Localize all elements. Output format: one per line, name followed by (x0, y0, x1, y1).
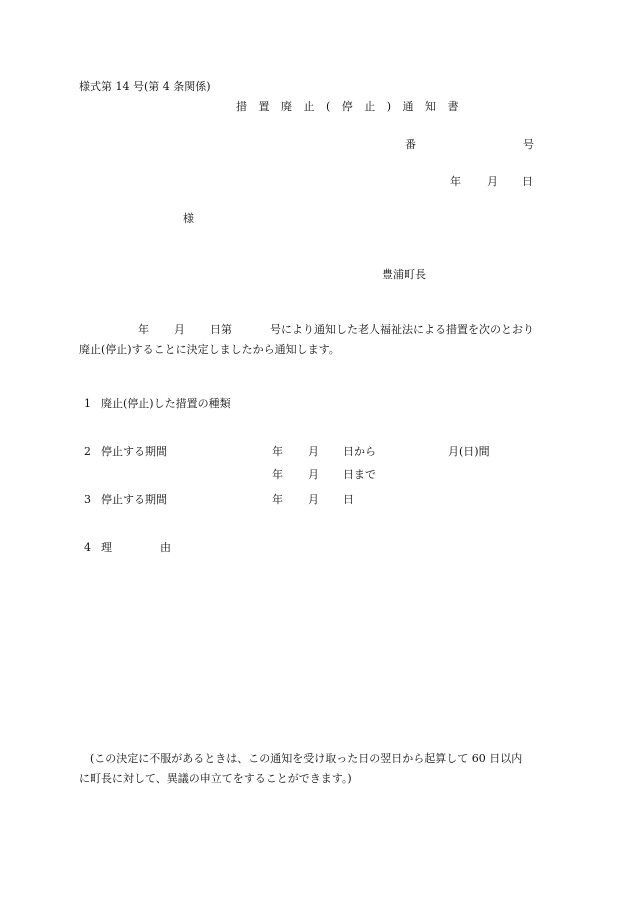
item2-number: 2 (84, 445, 91, 458)
item3-number: 3 (84, 493, 91, 506)
item2-from-year: 年 (272, 445, 283, 458)
item3-day: 日 (343, 493, 354, 506)
body-day-no: 日第 (210, 323, 232, 336)
body-line1-text: 号により通知した老人福祉法による措置を次のとおり (270, 323, 534, 336)
item1-number: 1 (84, 397, 91, 410)
appeal-note-line1: (この決定に不服があるときは、この通知を受け取った日の翌日から起算して 60 日以内 (90, 752, 523, 765)
date-day-label: 日 (522, 175, 533, 188)
item2-duration: 月(日)間 (448, 445, 490, 458)
number-label-go: 号 (523, 138, 534, 151)
item1-label: 廃止(停止)した措置の種類 (101, 397, 231, 410)
addressee-suffix: 様 (183, 212, 194, 225)
body-year: 年 (138, 323, 149, 336)
item4-label-a: 理 (101, 541, 112, 554)
item2-from-month: 月 (308, 445, 319, 458)
item3-month: 月 (308, 493, 319, 506)
body-month: 月 (174, 323, 185, 336)
date-month-label: 月 (487, 175, 498, 188)
body-line2-text: 廃止(停止)することに決定しましたから通知します。 (79, 343, 340, 356)
item3-label: 停止する期間 (101, 493, 167, 506)
item2-to-month: 月 (308, 468, 319, 481)
issuer-name: 豊浦町長 (382, 268, 426, 281)
appeal-note-line2: に町長に対して、異議の申立てをすることができます。) (79, 772, 352, 785)
date-year-label: 年 (450, 175, 461, 188)
item2-to-year: 年 (272, 468, 283, 481)
item4-label-b: 由 (160, 541, 171, 554)
item3-year: 年 (272, 493, 283, 506)
form-number: 様式第 14 号(第 4 条関係) (79, 80, 211, 93)
number-label-ban: 番 (405, 138, 416, 151)
item2-label: 停止する期間 (101, 445, 167, 458)
document-title: 措 置 廃 止 ( 停 止 ) 通 知 書 (236, 100, 463, 113)
item2-from-day: 日から (343, 445, 376, 458)
item2-to-day: 日まで (343, 468, 376, 481)
item4-number: 4 (84, 541, 91, 554)
